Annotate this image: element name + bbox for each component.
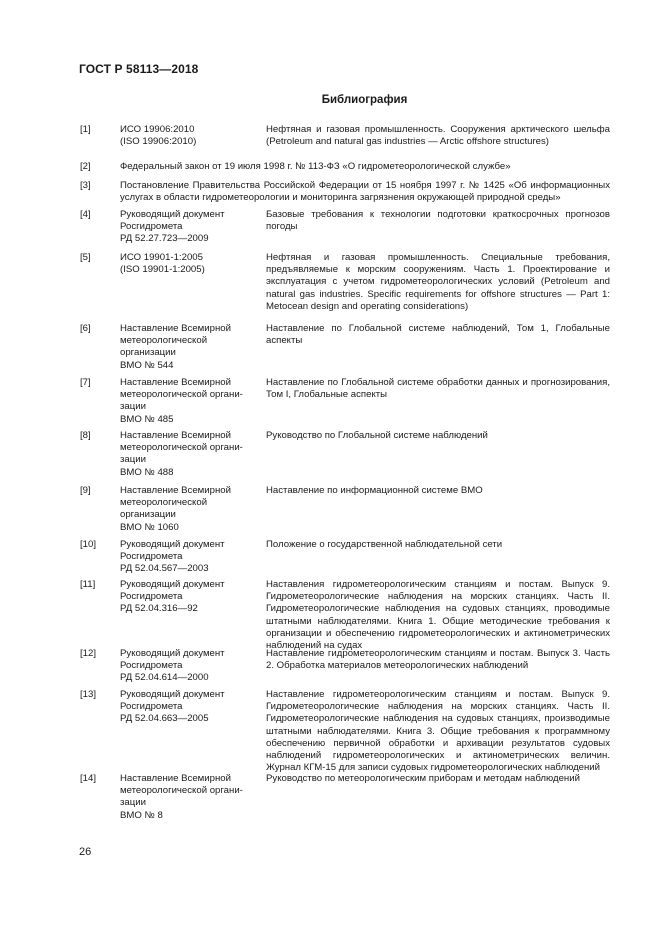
entry-source: Руководящий документ Росгидромета РД 52.04.316—92 bbox=[120, 579, 225, 615]
entry-description: Федеральный закон от 19 июля 1998 г. № 113-ФЗ «О гидрометеорологической службе» bbox=[120, 161, 511, 172]
entry-number: [13] bbox=[80, 689, 97, 700]
bibliography-entry bbox=[80, 180, 610, 209]
entry-number: [14] bbox=[80, 773, 97, 784]
bibliography-entry bbox=[80, 377, 610, 430]
bibliography-entry bbox=[80, 648, 610, 689]
entry-source: Наставление Всемирной метеорологической органи- зации ВМО № 485 bbox=[120, 377, 243, 425]
entry-description: Положение о государственной наблюдательной сети bbox=[266, 539, 503, 550]
entry-source: Наставление Всемирной метеорологической организации ВМО № 544 bbox=[120, 323, 231, 371]
entry-number: [12] bbox=[80, 648, 97, 659]
entry-description: Нефтяная и газовая промышленность. Специальные требования, предъявляемые к морским сооружениям. Часть 1. Проектирование и эксплуатация с учетом гидрометеорологических условий (Petroleum and natural gas industries. Specific requirements for offshore structures — Part 1: Metocean design and operating considerations) bbox=[266, 252, 610, 312]
entry-description: Наставление по Глобальной системе обработки данных и прогнозирования, Том I, Глобальные аспекты bbox=[266, 377, 610, 401]
bibliography-entry bbox=[80, 209, 610, 252]
section-title-text: Библиография bbox=[321, 94, 408, 106]
bibliography-entry bbox=[80, 323, 610, 377]
entry-source: Руководящий документ Росгидромета РД 52.27.723—2009 bbox=[120, 209, 225, 245]
bibliography-entry bbox=[80, 773, 610, 823]
entry-source: Руководящий документ Росгидромета РД 52.04.567—2003 bbox=[120, 539, 225, 575]
entry-source: Наставление Всемирной метеорологической организации ВМО № 1060 bbox=[120, 485, 231, 533]
entry-number: [11] bbox=[80, 579, 96, 590]
entry-description: Руководство по Глобальной системе наблюдений bbox=[266, 430, 488, 441]
entry-source: Наставление Всемирной метеорологической органи- зации ВМО № 8 bbox=[120, 773, 243, 821]
bibliography-entry bbox=[80, 430, 610, 485]
entry-source: Руководящий документ Росгидромета РД 52.04.663—2005 bbox=[120, 689, 225, 725]
bibliography-entry bbox=[80, 161, 610, 180]
entry-description: Наставление по Глобальной системе наблюдений, Том 1, Глобальные аспекты bbox=[266, 323, 610, 347]
bibliography-list bbox=[80, 124, 610, 823]
entry-description: Базовые требования к технологии подготовки краткосрочных прогнозов погоды bbox=[266, 209, 610, 233]
bibliography-entry bbox=[80, 689, 610, 773]
entry-source: ИСО 19901-1:2005 (ISO 19901-1:2005) bbox=[120, 252, 205, 276]
section-title bbox=[0, 94, 661, 106]
entry-number: [5] bbox=[80, 252, 91, 263]
entry-description: Наставления гидрометеорологическим станциям и постам. Выпуск 9. Гидрометеорологические наблюдения на морских станциях. Часть II. Гидрометеорологические наблюдения на судовых станциях, проводимые штатными наблюдателями. Книга 1. Общие методические требования к организации и обеспечению гидрометеорологических и актинометрических наблюдений на судах bbox=[266, 579, 610, 652]
entry-number: [1] bbox=[80, 124, 91, 135]
entry-description: Руководство по метеорологическим приборам и методам наблюдений bbox=[266, 773, 580, 784]
bibliography-entry bbox=[80, 252, 610, 323]
entry-number: [9] bbox=[80, 485, 91, 496]
bibliography-entry bbox=[80, 124, 610, 161]
entry-description: Наставление гидрометеорологическим станциям и постам. Выпуск 9. Гидрометеорологические наблюдения на морских станциях. Часть II. Гидрометеорологические наблюдения на судовых станциях, производимые штатными наблюдателями. Книга 3. Общие требования к программному обеспечению первичной обработки и архивации результатов судовых наблюдений гидрометеорологических и актинометрических величин. Журнал КГМ-15 для записи судовых гидрометеорологических наблюдений bbox=[266, 689, 610, 774]
entry-number: [3] bbox=[80, 180, 91, 191]
entry-source: Наставление Всемирной метеорологической органи- зации ВМО № 488 bbox=[120, 430, 243, 478]
entry-source: ИСО 19906:2010 (ISO 19906:2010) bbox=[120, 124, 197, 148]
entry-number: [4] bbox=[80, 209, 91, 220]
bibliography-entry bbox=[80, 485, 610, 539]
entry-number: [7] bbox=[80, 377, 91, 388]
entry-source: Руководящий документ Росгидромета РД 52.04.614—2000 bbox=[120, 648, 225, 684]
page-number: 26 bbox=[79, 846, 92, 858]
entry-number: [2] bbox=[80, 161, 91, 172]
entry-number: [10] bbox=[80, 539, 97, 550]
entry-number: [6] bbox=[80, 323, 91, 334]
standard-header: ГОСТ Р 58113—2018 bbox=[79, 62, 199, 76]
entry-description: Постановление Правительства Российской Федерации от 15 ноября 1997 г. № 1425 «Об информационных услугах в области гидрометеорологии и мониторинга загрязнения окружающей природной среды» bbox=[120, 180, 610, 204]
entry-description: Наставление гидрометеорологическим станциям и постам. Выпуск 3. Часть 2. Обработка материалов метеорологических наблюдений bbox=[266, 648, 610, 672]
bibliography-entry bbox=[80, 539, 610, 579]
entry-description: Наставление по информационной системе ВМО bbox=[266, 485, 483, 496]
entry-description: Нефтяная и газовая промышленность. Сооружения арктического шельфа (Petroleum and natural gas industries — Arctic offshore structures) bbox=[266, 124, 610, 148]
entry-number: [8] bbox=[80, 430, 91, 441]
bibliography-entry bbox=[80, 579, 610, 652]
